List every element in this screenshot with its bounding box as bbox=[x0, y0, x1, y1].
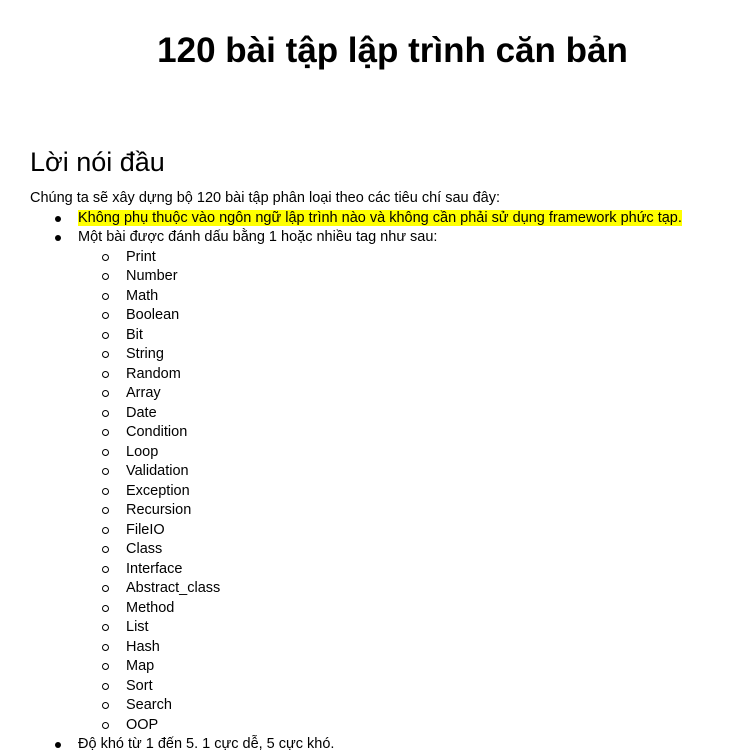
tag-list-item bbox=[0, 638, 682, 658]
tag-list-item bbox=[0, 618, 682, 638]
tag-label: Interface bbox=[126, 560, 183, 577]
tag-list-item bbox=[0, 482, 682, 502]
tag-list-item bbox=[0, 365, 682, 385]
bullet-circle-icon bbox=[102, 546, 109, 553]
tag-list-item bbox=[0, 443, 682, 463]
tag-list-item bbox=[0, 599, 682, 619]
bullet-disc-icon bbox=[55, 742, 61, 748]
tag-label: Random bbox=[126, 365, 181, 382]
tag-list-item bbox=[0, 404, 682, 424]
tag-list-item bbox=[0, 345, 682, 365]
tag-label: Array bbox=[126, 385, 161, 401]
tag-list-item bbox=[0, 423, 682, 443]
bullet-circle-icon bbox=[102, 410, 109, 417]
tag-label: Bit bbox=[126, 326, 143, 343]
tag-label: Map bbox=[126, 658, 155, 674]
tag-list-item bbox=[0, 579, 682, 599]
tag-label: OOP bbox=[126, 716, 159, 733]
tag-label: Search bbox=[126, 697, 172, 713]
tag-list-item bbox=[0, 716, 682, 736]
tag-label: Date bbox=[126, 404, 157, 421]
tag-list-item bbox=[0, 657, 682, 677]
bullet-circle-icon bbox=[102, 663, 109, 670]
tag-label: Boolean bbox=[126, 307, 180, 323]
tag-label: Loop bbox=[126, 443, 159, 460]
bullet-circle-icon bbox=[102, 449, 109, 456]
section-heading: Lời nói đầu bbox=[30, 147, 165, 177]
tag-list-item bbox=[0, 384, 682, 404]
list-item-text: Một bài được đánh dấu bằng 1 hoặc nhiều tag như sau: bbox=[78, 229, 438, 245]
tag-list-item bbox=[0, 696, 682, 716]
bullet-circle-icon bbox=[102, 273, 109, 280]
bullet-circle-icon bbox=[102, 722, 109, 729]
bullet-circle-icon bbox=[102, 683, 109, 690]
bullet-circle-icon bbox=[102, 371, 109, 378]
bullet-circle-icon bbox=[102, 527, 109, 534]
bullet-circle-icon bbox=[102, 332, 109, 339]
tag-label: Hash bbox=[126, 638, 160, 655]
tag-list-item bbox=[0, 501, 682, 521]
tag-list bbox=[78, 248, 682, 736]
tag-list-item bbox=[0, 521, 682, 541]
bullet-circle-icon bbox=[102, 702, 109, 709]
intro-paragraph: Chúng ta sẽ xây dựng bộ 120 bài tập phân loại theo các tiêu chí sau đây: bbox=[30, 190, 501, 206]
tag-label: Validation bbox=[126, 463, 189, 479]
tag-label: Sort bbox=[126, 677, 153, 694]
bullet-circle-icon bbox=[102, 585, 109, 592]
bullet-circle-icon bbox=[102, 624, 109, 631]
tag-label: Math bbox=[126, 287, 159, 304]
tag-list-item bbox=[0, 267, 682, 287]
list-item-tags bbox=[0, 228, 682, 735]
tag-label: Recursion bbox=[126, 502, 192, 518]
bullet-circle-icon bbox=[102, 254, 109, 261]
list-item-text: Độ khó từ 1 đến 5. 1 cực dễ, 5 cực khó. bbox=[78, 736, 335, 752]
criteria-list bbox=[0, 209, 682, 755]
tag-label: Exception bbox=[126, 482, 190, 499]
bullet-circle-icon bbox=[102, 351, 109, 358]
tag-list-item bbox=[0, 560, 682, 580]
bullet-circle-icon bbox=[102, 293, 109, 300]
document-title: 120 bài tập lập trình căn bản bbox=[157, 31, 628, 70]
tag-list-item bbox=[0, 326, 682, 346]
bullet-disc-icon bbox=[55, 235, 61, 241]
bullet-circle-icon bbox=[102, 566, 109, 573]
bullet-circle-icon bbox=[102, 605, 109, 612]
tag-list-item bbox=[0, 677, 682, 697]
tag-label: FileIO bbox=[126, 521, 165, 538]
bullet-circle-icon bbox=[102, 429, 109, 436]
bullet-circle-icon bbox=[102, 488, 109, 495]
bullet-circle-icon bbox=[102, 644, 109, 651]
tag-label: Abstract_class bbox=[126, 580, 221, 596]
tag-label: Class bbox=[126, 541, 163, 557]
bullet-circle-icon bbox=[102, 390, 109, 397]
tag-label: List bbox=[126, 619, 149, 635]
list-item-difficulty bbox=[0, 735, 682, 755]
tag-label: String bbox=[126, 346, 164, 362]
tag-label: Number bbox=[126, 268, 178, 284]
highlighted-text: Không phụ thuộc vào ngôn ngữ lập trình nào và không cần phải sử dụng framework phức tạp. bbox=[78, 209, 682, 226]
tag-list-item bbox=[0, 287, 682, 307]
list-item-no-framework bbox=[0, 209, 682, 229]
tag-label: Method bbox=[126, 599, 175, 616]
tag-list-item bbox=[0, 462, 682, 482]
tag-list-item bbox=[0, 540, 682, 560]
tag-label: Condition bbox=[126, 424, 188, 440]
bullet-circle-icon bbox=[102, 468, 109, 475]
tag-label: Print bbox=[126, 248, 156, 265]
tag-list-item bbox=[0, 248, 682, 268]
bullet-circle-icon bbox=[102, 507, 109, 514]
tag-list-item bbox=[0, 306, 682, 326]
bullet-disc-icon bbox=[55, 216, 61, 222]
bullet-circle-icon bbox=[102, 312, 109, 319]
